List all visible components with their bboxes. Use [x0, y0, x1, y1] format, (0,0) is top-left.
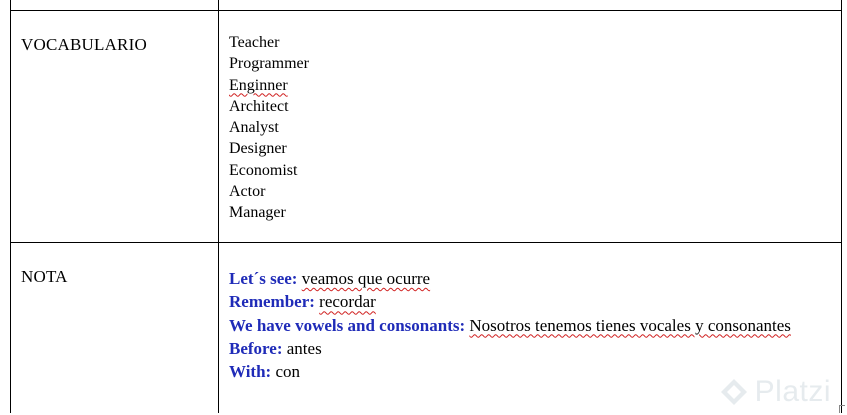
vocabulary-words-cell [219, 11, 842, 243]
note-term: Remember: [229, 292, 315, 312]
misspelled-word: Enginner [229, 76, 288, 94]
note-term: Before: [229, 338, 283, 358]
vocabulary-word: Analyst [229, 119, 279, 137]
note-meaning: con [275, 362, 300, 382]
vocabulary-word: Teacher [229, 34, 280, 51]
note-meaning: veamos que ocurre [301, 269, 431, 288]
note-meaning: antes [286, 338, 322, 358]
vocabulary-word: Designer [229, 140, 287, 158]
watermark-text: Platzi [754, 375, 831, 408]
vocabulary-label-cell [11, 11, 219, 243]
note-entry [229, 314, 809, 337]
vocabulary-word: Manager [229, 204, 286, 222]
corner-mark [839, 405, 845, 413]
vocabulary-list [219, 11, 841, 224]
note-meaning: recordar [319, 292, 376, 312]
vocabulary-label: VOCABULARIO [21, 35, 147, 54]
table-cell-empty-left [11, 0, 219, 11]
table-cell-empty-right [219, 0, 842, 11]
note-entry [229, 290, 809, 313]
note-term: With: [229, 362, 272, 382]
note-label-cell [11, 243, 219, 414]
table-row-note [11, 243, 842, 414]
notes-table [10, 0, 842, 413]
note-term: Let´s see: [229, 269, 298, 288]
table-row-vocabulary [11, 11, 842, 243]
vocabulary-word: Economist [229, 161, 298, 179]
note-meaning: Nosotros tenemos tienes vocales y consonantes [469, 315, 791, 335]
vocabulary-word: Actor [229, 183, 266, 201]
vocabulary-word [229, 75, 841, 96]
note-entry [229, 267, 809, 290]
table-row-top [11, 0, 842, 11]
note-term: We have vowels and consonants: [229, 315, 466, 335]
platzi-watermark [719, 375, 831, 409]
note-entry [229, 337, 809, 360]
platzi-logo-icon [719, 377, 749, 407]
vocabulary-word: Architect [229, 97, 289, 115]
note-label: NOTA [21, 267, 68, 286]
vocabulary-word: Programmer [229, 55, 309, 73]
note-entries [219, 243, 809, 383]
